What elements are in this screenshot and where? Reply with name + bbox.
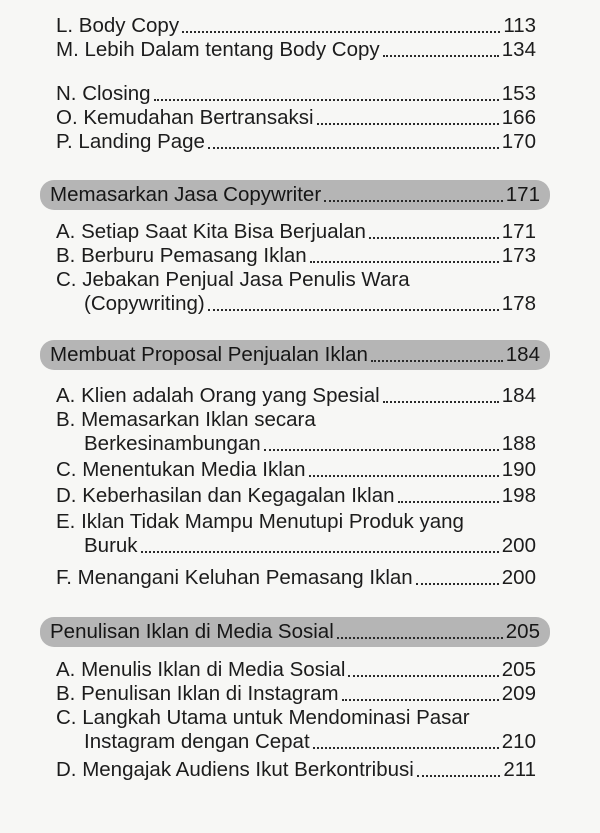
leader-dots	[383, 54, 499, 57]
section-header[interactable]	[40, 180, 550, 210]
toc-entry[interactable]	[56, 38, 536, 62]
toc-entry-title: D. Keberhasilan dan Kegagalan Iklan	[56, 484, 395, 507]
toc-entry[interactable]	[56, 268, 536, 316]
toc-entry-page: 200	[501, 534, 536, 557]
toc-entry-page: 210	[501, 730, 536, 753]
toc-entry-page: 209	[501, 682, 536, 705]
toc-entry-title: F. Menangani Keluhan Pemasang Iklan	[56, 566, 413, 589]
toc-entry-title: B. Penulisan Iklan di Instagram	[56, 682, 339, 705]
toc-entry-page: 134	[501, 38, 536, 61]
toc-entry-page: 200	[501, 566, 536, 589]
section-header[interactable]	[40, 617, 550, 647]
toc-entry[interactable]	[56, 130, 536, 154]
leader-dots	[313, 746, 499, 749]
toc-entry-title: B. Memasarkan Iklan secara	[56, 408, 316, 431]
toc-entry-title: L. Body Copy	[56, 14, 180, 37]
toc-entry-title-continued: (Copywriting)	[84, 292, 205, 315]
section-page: 184	[505, 343, 540, 366]
toc-entry-page: 113	[503, 14, 536, 37]
toc-entry-title: C. Jebakan Penjual Jasa Penulis Wara	[56, 268, 410, 291]
section-header[interactable]	[40, 340, 550, 370]
toc-entry-title: A. Menulis Iklan di Media Sosial	[56, 658, 346, 681]
toc-entry-title: C. Menentukan Media Iklan	[56, 458, 306, 481]
leader-dots	[317, 122, 499, 125]
leader-dots	[398, 500, 499, 503]
leader-dots	[208, 308, 499, 311]
toc-entry[interactable]	[56, 82, 536, 106]
toc-entry-title: N. Closing	[56, 82, 151, 105]
leader-dots	[141, 550, 499, 553]
toc-entry[interactable]	[56, 510, 536, 558]
leader-dots	[417, 774, 501, 777]
toc-entry-page: 198	[501, 484, 536, 507]
toc-entry-title-continued: Instagram dengan Cepat	[84, 730, 310, 753]
toc-entry-page: 171	[501, 220, 536, 243]
toc-entry[interactable]	[56, 758, 536, 782]
leader-dots	[208, 146, 499, 149]
toc-entry-title: E. Iklan Tidak Mampu Menutupi Produk yang	[56, 510, 464, 533]
section-title: Penulisan Iklan di Media Sosial	[50, 620, 334, 643]
toc-entry[interactable]	[56, 706, 536, 754]
toc-entry-title: M. Lebih Dalam tentang Body Copy	[56, 38, 380, 61]
toc-entry-page: 184	[501, 384, 536, 407]
toc-entry-page: 211	[503, 758, 536, 781]
toc-entry[interactable]	[56, 106, 536, 130]
section-page: 171	[505, 183, 540, 206]
toc-entry-title: P. Landing Page	[56, 130, 205, 153]
toc-entry[interactable]	[56, 484, 536, 508]
toc-entry-title: A. Setiap Saat Kita Bisa Berjualan	[56, 220, 366, 243]
toc-entry-page: 166	[501, 106, 536, 129]
leader-dots	[337, 636, 503, 639]
toc-entry[interactable]	[56, 658, 536, 682]
toc-entry-title: O. Kemudahan Bertransaksi	[56, 106, 314, 129]
toc-entry[interactable]	[56, 566, 536, 590]
section-page: 205	[505, 620, 540, 643]
section-title: Memasarkan Jasa Copywriter	[50, 183, 322, 206]
toc-entry-page: 173	[501, 244, 536, 267]
toc-entry[interactable]	[56, 682, 536, 706]
toc-entry[interactable]	[56, 384, 536, 408]
toc-entry[interactable]	[56, 244, 536, 268]
toc-entry-page: 188	[501, 432, 536, 455]
leader-dots	[342, 698, 499, 701]
toc-entry-title-continued: Buruk	[84, 534, 138, 557]
leader-dots	[182, 30, 500, 33]
toc-entry-title: A. Klien adalah Orang yang Spesial	[56, 384, 380, 407]
toc-entry[interactable]	[56, 458, 536, 482]
leader-dots	[369, 236, 499, 239]
leader-dots	[264, 448, 499, 451]
toc-entry[interactable]	[56, 14, 536, 38]
leader-dots	[310, 260, 499, 263]
toc-entry-title: D. Mengajak Audiens Ikut Berkontribusi	[56, 758, 414, 781]
leader-dots	[324, 199, 503, 202]
toc-entry-page: 190	[501, 458, 536, 481]
toc-entry-page: 170	[501, 130, 536, 153]
toc-entry-page: 153	[501, 82, 536, 105]
leader-dots	[371, 359, 503, 362]
toc-entry-page: 205	[501, 658, 536, 681]
leader-dots	[383, 400, 499, 403]
toc-entry[interactable]	[56, 408, 536, 456]
leader-dots	[154, 98, 499, 101]
leader-dots	[309, 474, 499, 477]
toc-entry-page: 178	[501, 292, 536, 315]
leader-dots	[348, 674, 498, 677]
toc-entry-title: C. Langkah Utama untuk Mendominasi Pasar	[56, 706, 470, 729]
toc-entry-title-continued: Berkesinambungan	[84, 432, 261, 455]
section-title: Membuat Proposal Penjualan Iklan	[50, 343, 368, 366]
leader-dots	[416, 582, 499, 585]
toc-entry[interactable]	[56, 220, 536, 244]
toc-entry-title: B. Berburu Pemasang Iklan	[56, 244, 307, 267]
